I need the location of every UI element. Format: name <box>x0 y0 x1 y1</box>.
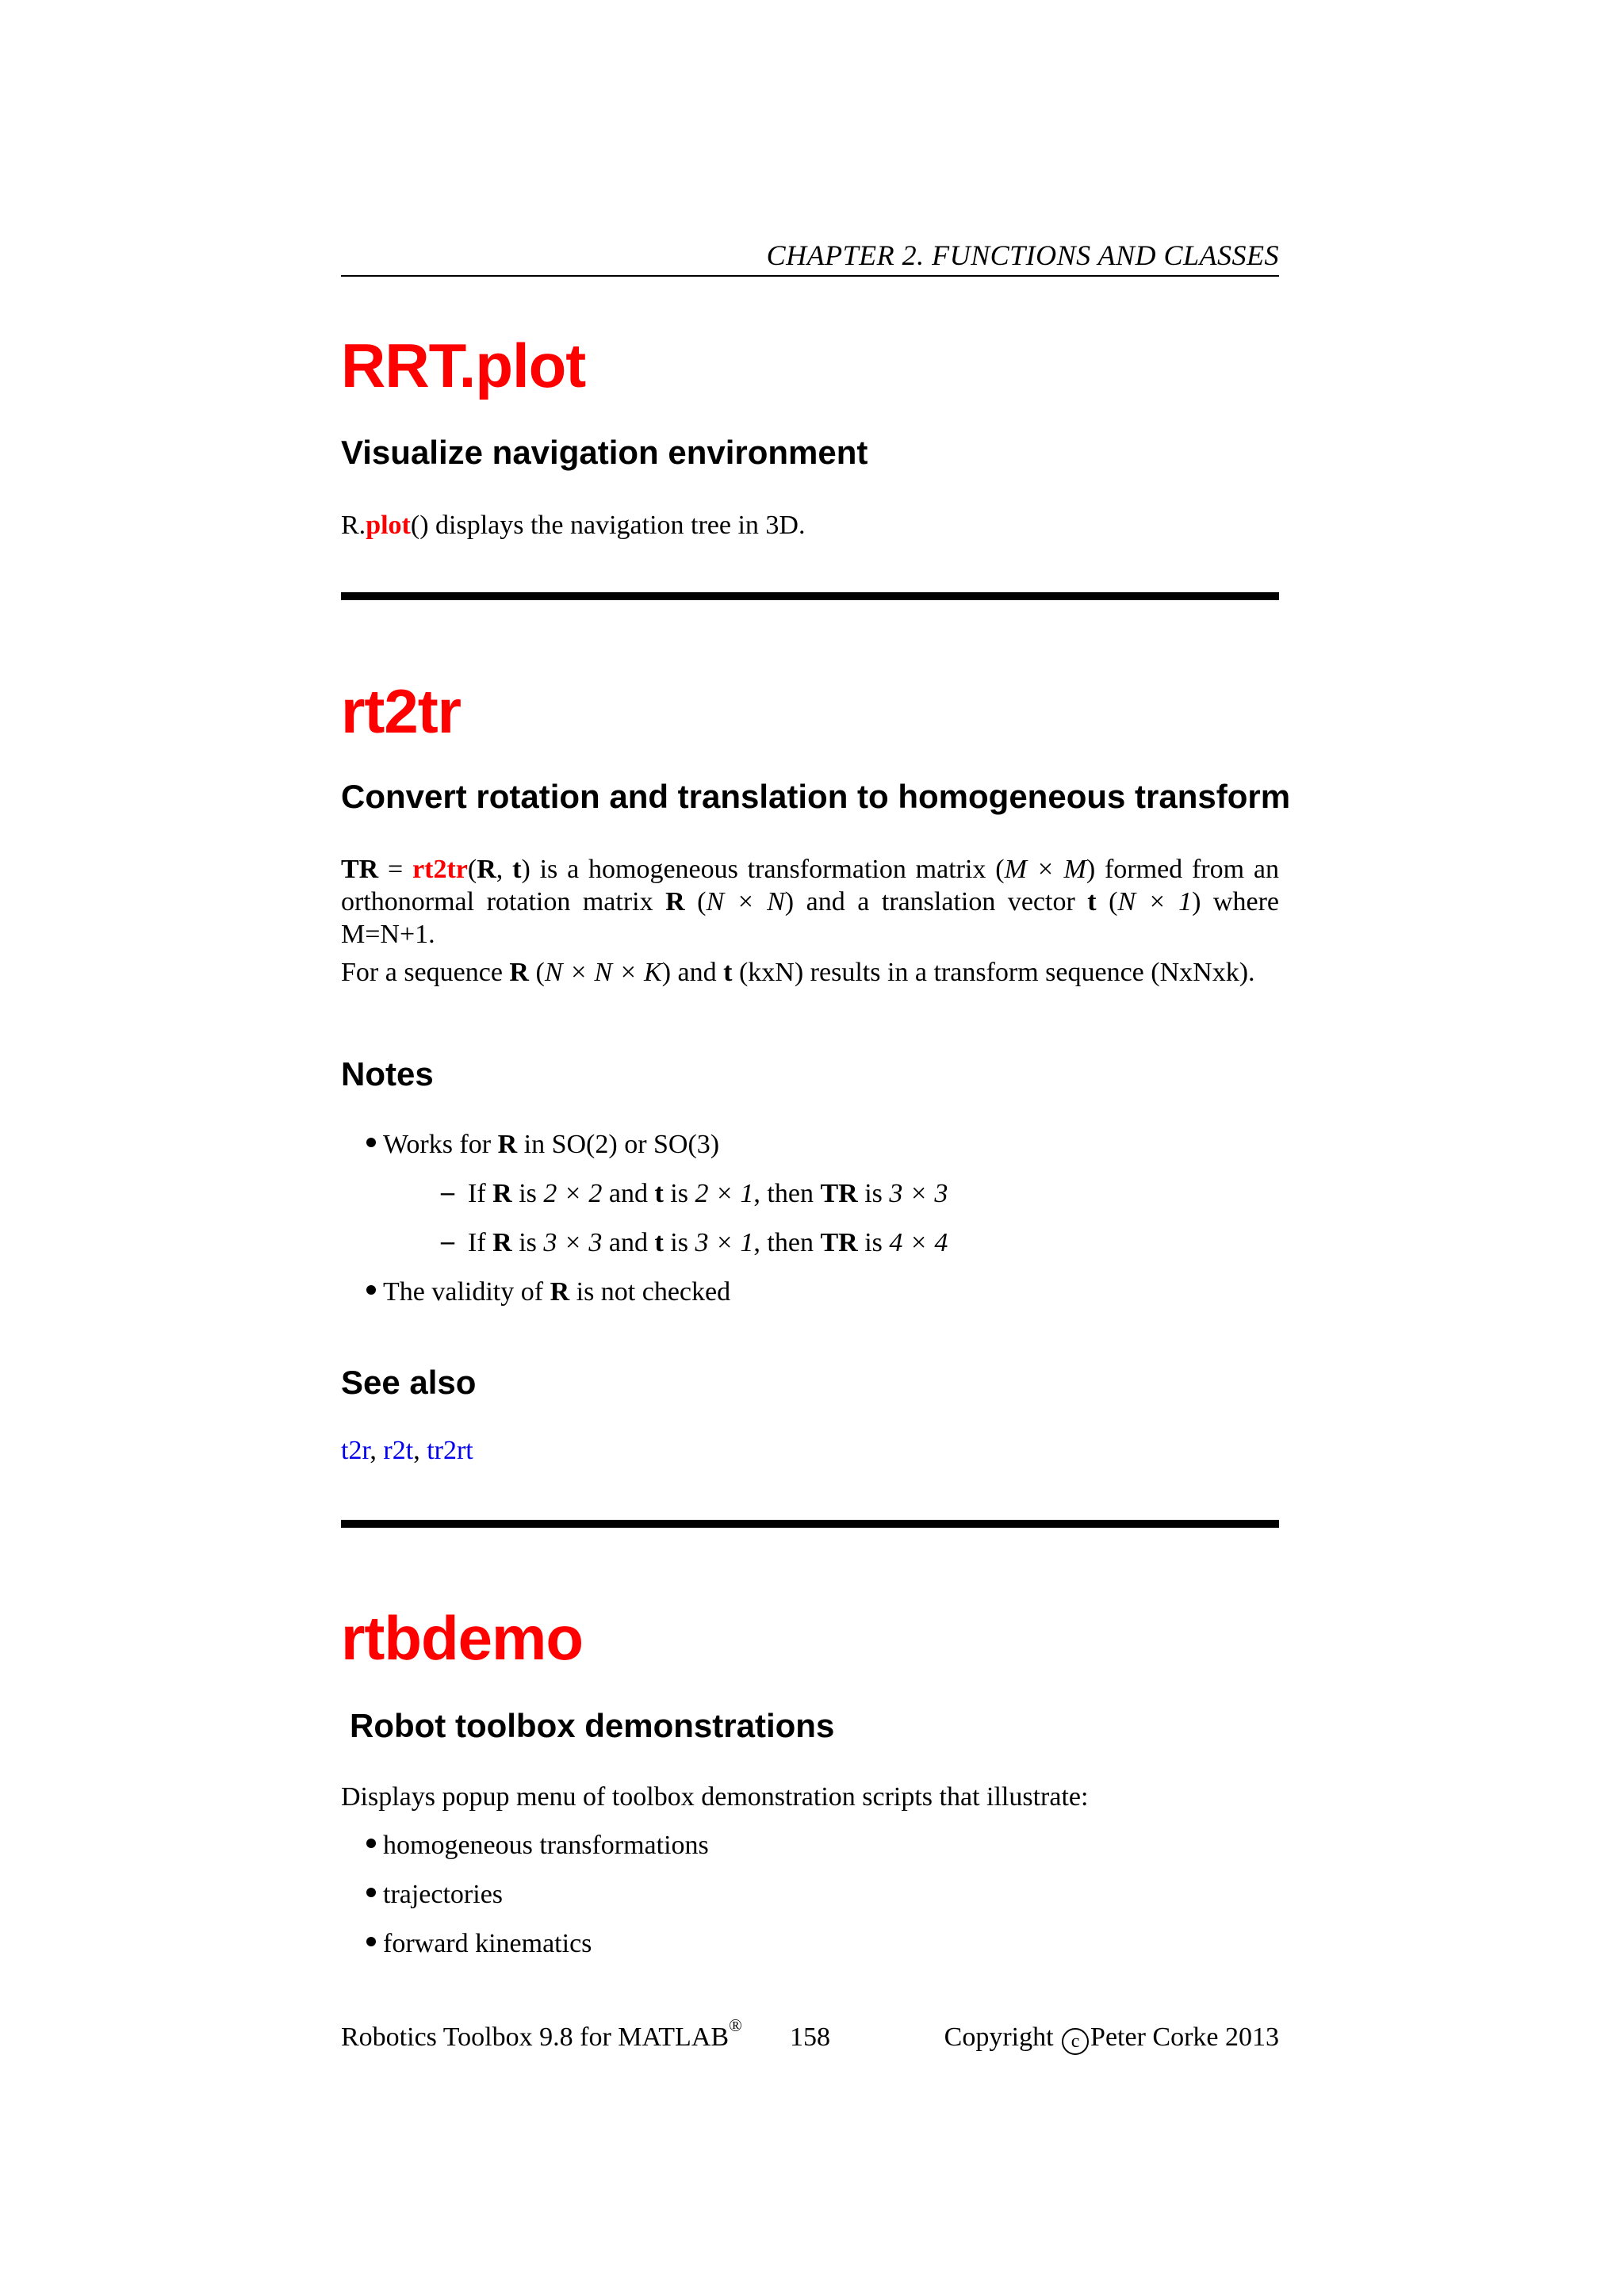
link-t2r[interactable]: t2r <box>341 1436 370 1465</box>
equals: = <box>378 855 413 884</box>
see-also-links: t2r, r2t, tr2rt <box>341 1436 473 1465</box>
math-nxn: N × N <box>706 887 785 916</box>
see-also-heading: See also <box>341 1364 477 1401</box>
section-divider <box>341 1520 1279 1528</box>
bullet-icon <box>366 1138 376 1147</box>
desc-prefix: R. <box>341 511 366 540</box>
r-symbol: R <box>509 958 529 987</box>
notes-heading: Notes <box>341 1055 434 1093</box>
text: ) and a translation vector <box>784 887 1088 916</box>
bullet-icon <box>366 1285 376 1295</box>
r-symbol: R <box>477 855 496 884</box>
text: For a sequence <box>341 958 510 987</box>
text: ) formed from an orthonormal rotation matrix <box>341 855 1279 916</box>
desc-func-name: plot <box>366 511 411 540</box>
text: (kxN) results in a transform sequence (NxNxk). <box>732 958 1255 987</box>
r-symbol: R <box>665 887 685 916</box>
running-header <box>341 235 1279 277</box>
tr-symbol: TR <box>341 855 379 884</box>
func-name: rt2tr <box>412 855 468 884</box>
subtitle-rtbdemo: Robot toolbox demonstrations <box>350 1707 835 1744</box>
section-divider <box>341 592 1279 600</box>
t-symbol: t <box>723 958 733 987</box>
text: ) and <box>661 958 724 987</box>
sub-list-item: – If R is 2 × 2 and t is 2 × 1, then TR is 3 × 3 <box>441 1177 948 1208</box>
paren: ( <box>467 855 477 884</box>
rt2tr-sequence-note <box>341 956 1279 989</box>
desc-suffix: () displays the navigation tree in 3D. <box>410 511 806 540</box>
subtitle-rt2tr: Convert rotation and translation to homogeneous transform <box>341 778 1291 815</box>
math-mxm: M × M <box>1004 855 1086 884</box>
t-symbol: t <box>512 855 522 884</box>
link-tr2rt[interactable]: tr2rt <box>427 1436 473 1465</box>
section-title-rtbdemo: rtbdemo <box>341 1603 583 1673</box>
rtbdemo-intro: Displays popup menu of toolbox demonstration scripts that illustrate: <box>341 1782 1089 1812</box>
bullet-icon <box>366 1937 376 1946</box>
math-nx1: N × 1 <box>1117 887 1193 916</box>
text: ( <box>684 887 707 916</box>
dash-icon: – <box>441 1177 454 1207</box>
dash-icon: – <box>441 1226 454 1256</box>
text: ) is a homogeneous transformation matrix ( <box>521 855 1005 884</box>
running-title: CHAPTER 2. FUNCTIONS AND CLASSES <box>766 239 1279 271</box>
footer-copyright: Copyright c Peter Corke 2013 <box>944 2024 1279 2055</box>
page-number: 158 <box>790 2022 830 2052</box>
sub-list-item: – If R is 3 × 3 and t is 3 × 1, then TR is 4 × 4 <box>441 1226 948 1257</box>
footer-left: Robotics Toolbox 9.8 for MATLAB® <box>341 2015 742 2052</box>
rt2tr-description <box>341 853 1279 951</box>
list-item: trajectories <box>383 1881 503 1908</box>
text: ) where M=N+1. <box>341 887 1279 949</box>
math-nxnxk: N × N × K <box>544 958 662 987</box>
section-title-rrt-plot: RRT.plot <box>341 331 586 400</box>
list-item: homogeneous transformations <box>383 1832 709 1859</box>
registered-icon: ® <box>729 2015 742 2035</box>
subtitle-rrt-plot: Visualize navigation environment <box>341 434 868 471</box>
list-item: forward kinematics <box>383 1931 592 1957</box>
link-r2t[interactable]: r2t <box>383 1436 414 1465</box>
t-symbol: t <box>1087 887 1097 916</box>
list-item: Works for R in SO(2) or SO(3) <box>383 1131 719 1158</box>
text: ( <box>528 958 545 987</box>
section-title-rt2tr: rt2tr <box>341 676 462 746</box>
rrt-plot-description <box>341 509 1279 541</box>
text: ( <box>1096 887 1118 916</box>
comma: , <box>496 855 513 884</box>
bullet-icon <box>366 1888 376 1897</box>
list-item: The validity of R is not checked <box>383 1279 730 1306</box>
bullet-icon <box>366 1839 376 1848</box>
copyright-icon: c <box>1062 2028 1089 2055</box>
